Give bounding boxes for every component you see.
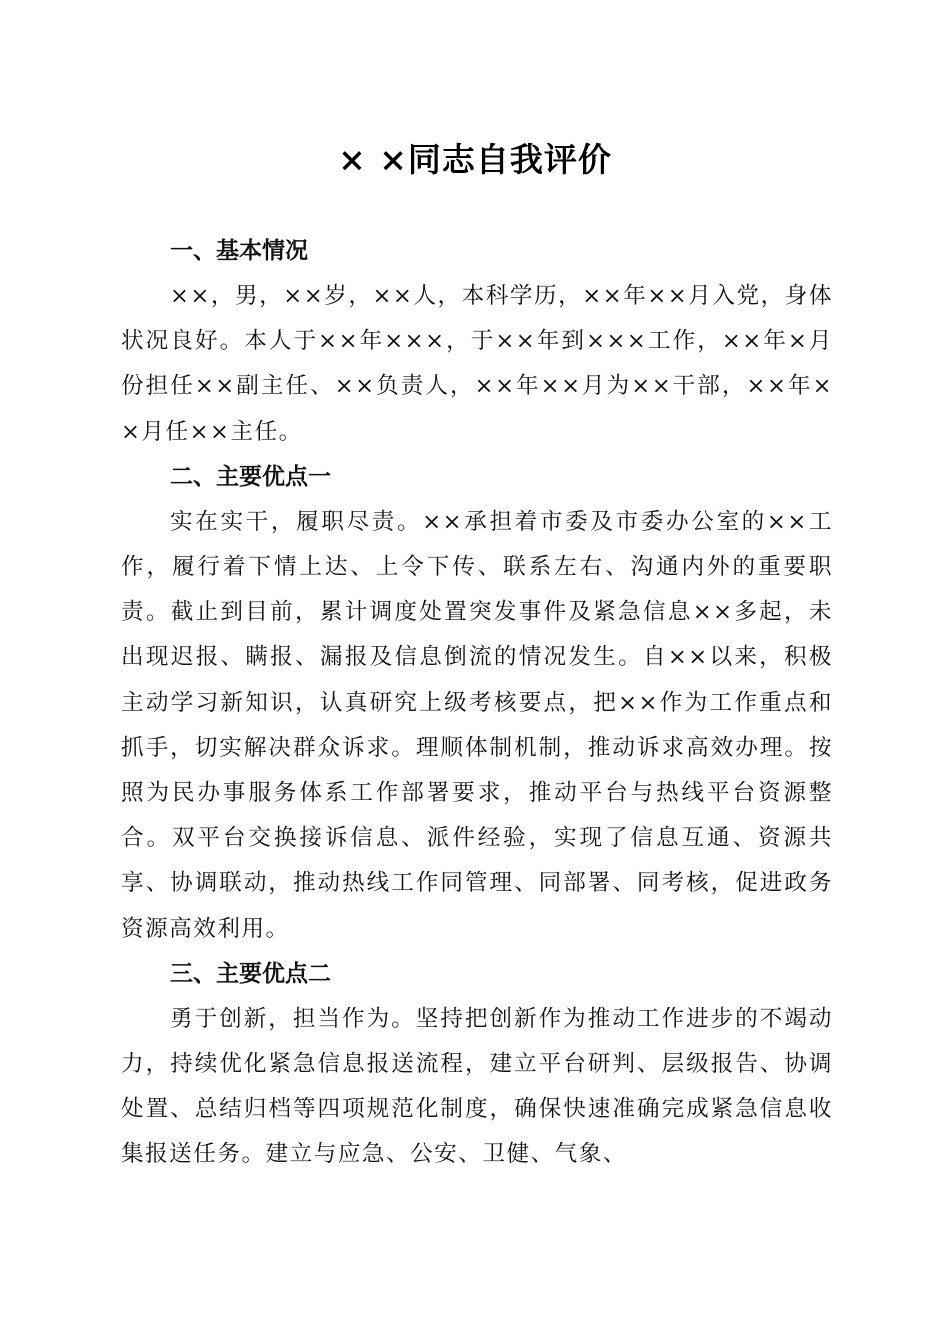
section-heading-strength-one: 二、主要优点一 <box>170 463 331 490</box>
section-paragraph-strength-two: 勇于创新，担当作为。坚持把创新作为推动工作进步的不竭动力，持续优化紧急信息报送流程，建立平台研判、层级报告、协调处置、总结归档等四项规范化制度，确保快速准确完成紧急信息收集报送任务。建立与应急、公安、卫健、气象、 <box>121 1005 833 1168</box>
section-paragraph-basic-info: ××，男，××岁，××人，本科学历，××年××月入党，身体状况良好。本人于××年×××，于××年到×××工作，××年×月份担任××副主任、××负责人，××年××月为××干部，××年××月任××主任。 <box>121 283 833 445</box>
document-body <box>121 229 833 1178</box>
document-title: × ×同志自我评价 <box>338 140 612 179</box>
section-paragraph-strength-one: 实在实干，履职尽责。××承担着市委及市委办公室的××工作，履行着下情上达、上令下传、联系左右、沟通内外的重要职责。截止到目前，累计调度处置突发事件及紧急信息××多起，未出现迟报、瞒报、漏报及信息倒流的情况发生。自××以来，积极主动学习新知识，认真研究上级考核要点，把××作为工作重点和抓手，切实解决群众诉求。理顺体制机制，推动诉求高效办理。按照为民办事服务体系工作部署要求，推动平台与热线平台资源整合。双平台交换接诉信息、派件经验，实现了信息互通、资源共享、协调联动，推动热线工作同管理、同部署、同考核，促进政务资源高效利用。 <box>121 508 833 942</box>
section-heading-strength-two: 三、主要优点二 <box>170 960 331 987</box>
section-heading-basic-info: 一、基本情况 <box>170 238 308 264</box>
